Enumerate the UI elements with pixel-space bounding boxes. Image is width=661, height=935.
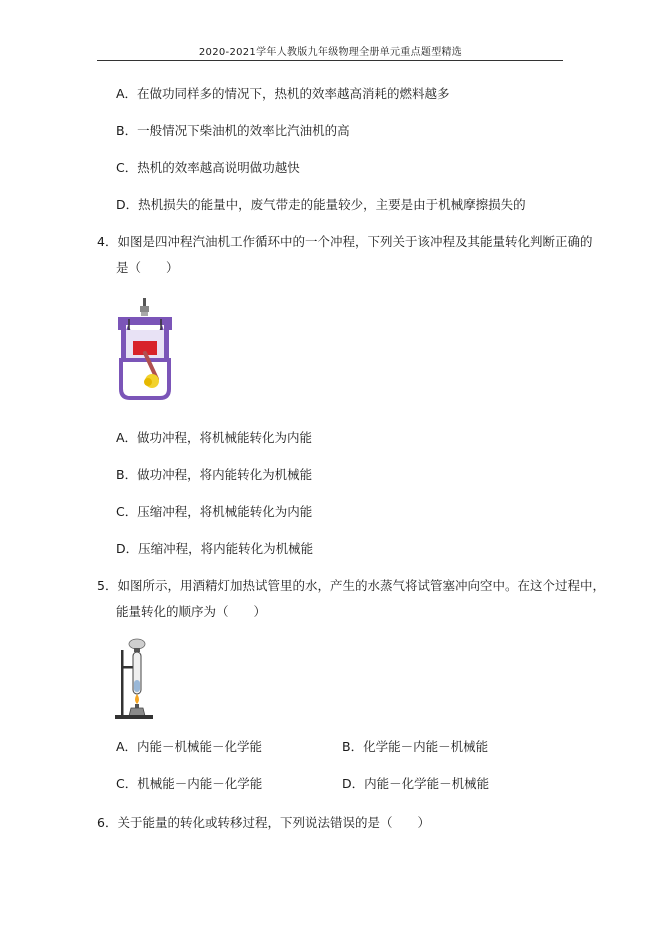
q5-stem-line1: 5．如图所示，用酒精灯加热试管里的水，产生的水蒸气将试管塞冲向空中。在这个过程中， (97, 578, 605, 593)
header-divider (97, 60, 563, 61)
q4-option-a: A．做功冲程，将机械能转化为内能 (116, 430, 313, 445)
q3-option-b: B．一般情况下柴油机的效率比汽油机的高 (116, 123, 350, 138)
engine-cylinder-diagram-icon (112, 297, 178, 401)
q5-option-d: D．内能－化学能－机械能 (342, 776, 490, 791)
test-tube-burner-diagram-icon (112, 636, 158, 720)
q4-stem-line2: 是（ ） (116, 260, 179, 275)
q5-stem-line2: 能量转化的顺序为（ ） (116, 604, 267, 619)
page-header: 2020-2021学年人教版九年级物理全册单元重点题型精选 (198, 47, 463, 58)
q6-stem-line1: 6．关于能量的转化或转移过程，下列说法错误的是（ ） (97, 815, 430, 830)
q4-option-c: C．压缩冲程，将机械能转化为内能 (116, 504, 313, 519)
q3-option-d: D．热机损失的能量中，废气带走的能量较少，主要是由于机械摩擦损失的 (116, 197, 526, 212)
q3-option-c: C．热机的效率越高说明做功越快 (116, 160, 300, 175)
q5-option-c: C．机械能－内能－化学能 (116, 776, 263, 791)
q4-option-d: D．压缩冲程，将内能转化为机械能 (116, 541, 314, 556)
q5-option-a: A．内能－机械能－化学能 (116, 739, 263, 754)
q4-stem-line1: 4．如图是四冲程汽油机工作循环中的一个冲程，下列关于该冲程及其能量转化判断正确的 (97, 234, 593, 249)
q3-option-a: A．在做功同样多的情况下，热机的效率越高消耗的燃料越多 (116, 86, 450, 101)
q4-option-b: B．做功冲程，将内能转化为机械能 (116, 467, 313, 482)
q5-option-b: B．化学能－内能－机械能 (342, 739, 489, 754)
